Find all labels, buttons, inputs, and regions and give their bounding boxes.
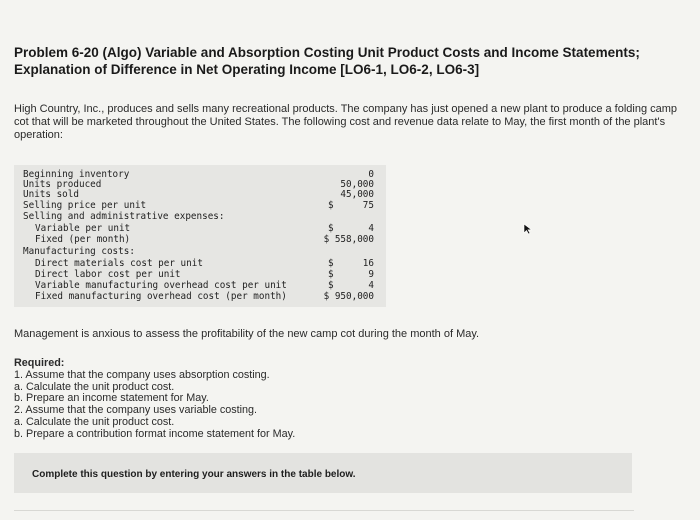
row-value: 4 [368,280,374,291]
problem-title: Problem 6-20 (Algo) Variable and Absorption Costing Unit Product Costs and Income Statements; Explanation of Difference in Net Operating Income [LO6-1, LO6-2, LO6-3] [14,45,640,77]
table-row [14,189,386,200]
row-value: 4 [368,223,374,234]
required-section [14,358,295,441]
required-item: 1. Assume that the company uses absorption costing. [14,368,270,381]
row-value: 9 [368,269,374,280]
required-item: b. Prepare an income statement for May. [14,392,209,405]
instruction-bar [14,453,632,493]
row-value: 75 [362,200,374,211]
divider [14,510,634,511]
row-label: Selling price per unit [23,200,147,211]
cost-revenue-table [14,165,386,307]
row-value: 0 [368,169,374,180]
row-label: Units produced [23,179,102,190]
row-value: 16 [362,258,374,269]
required-item: 2. Assume that the company uses variable costing. [14,404,258,417]
table-row [14,200,386,211]
management-statement: Management is anxious to assess the profitability of the new camp cot during the month of May. [14,328,480,340]
row-label: Fixed (per month) [35,234,131,245]
table-row [14,246,386,257]
row-label: Variable per unit [35,223,131,234]
required-item: a. Calculate the unit product cost. [14,415,175,428]
required-heading: Required: [14,357,65,369]
instruction-text: Complete this question by entering your answers in the table below. [32,469,356,480]
row-dollar: $ [328,223,334,234]
row-label: Selling and administrative expenses: [23,211,225,222]
row-dollar: $ [328,258,334,269]
required-item: a. Calculate the unit product cost. [14,380,175,393]
table-row [14,223,386,234]
problem-intro: High Country, Inc., produces and sells many recreational products. The company has just opened a new plant to produce a folding camp cot that will be marketed throughout the United States. The following cost and revenue data relate to May, the first month of the plant's operation: [14,103,678,141]
row-label: Variable manufacturing overhead cost per unit [35,280,287,291]
row-dollar: $ [328,269,334,280]
table-row [14,269,386,280]
mouse-cursor-icon [523,223,533,235]
row-label: Direct labor cost per unit [35,269,181,280]
row-label: Direct materials cost per unit [35,258,203,269]
row-value: $ 950,000 [323,291,374,302]
row-value: 45,000 [340,189,374,200]
table-row [14,280,386,291]
row-value: 50,000 [340,179,374,190]
row-dollar: $ [328,200,334,211]
table-row [14,291,386,302]
row-label: Fixed manufacturing overhead cost (per month) [35,291,287,302]
row-value: $ 558,000 [323,234,374,245]
row-label: Manufacturing costs: [23,246,135,257]
table-row [14,258,386,269]
row-label: Units sold [23,189,79,200]
row-dollar: $ [328,280,334,291]
row-label: Beginning inventory [23,169,130,180]
table-row [14,234,386,245]
table-row [14,211,386,222]
required-item: b. Prepare a contribution format income statement for May. [14,427,296,440]
